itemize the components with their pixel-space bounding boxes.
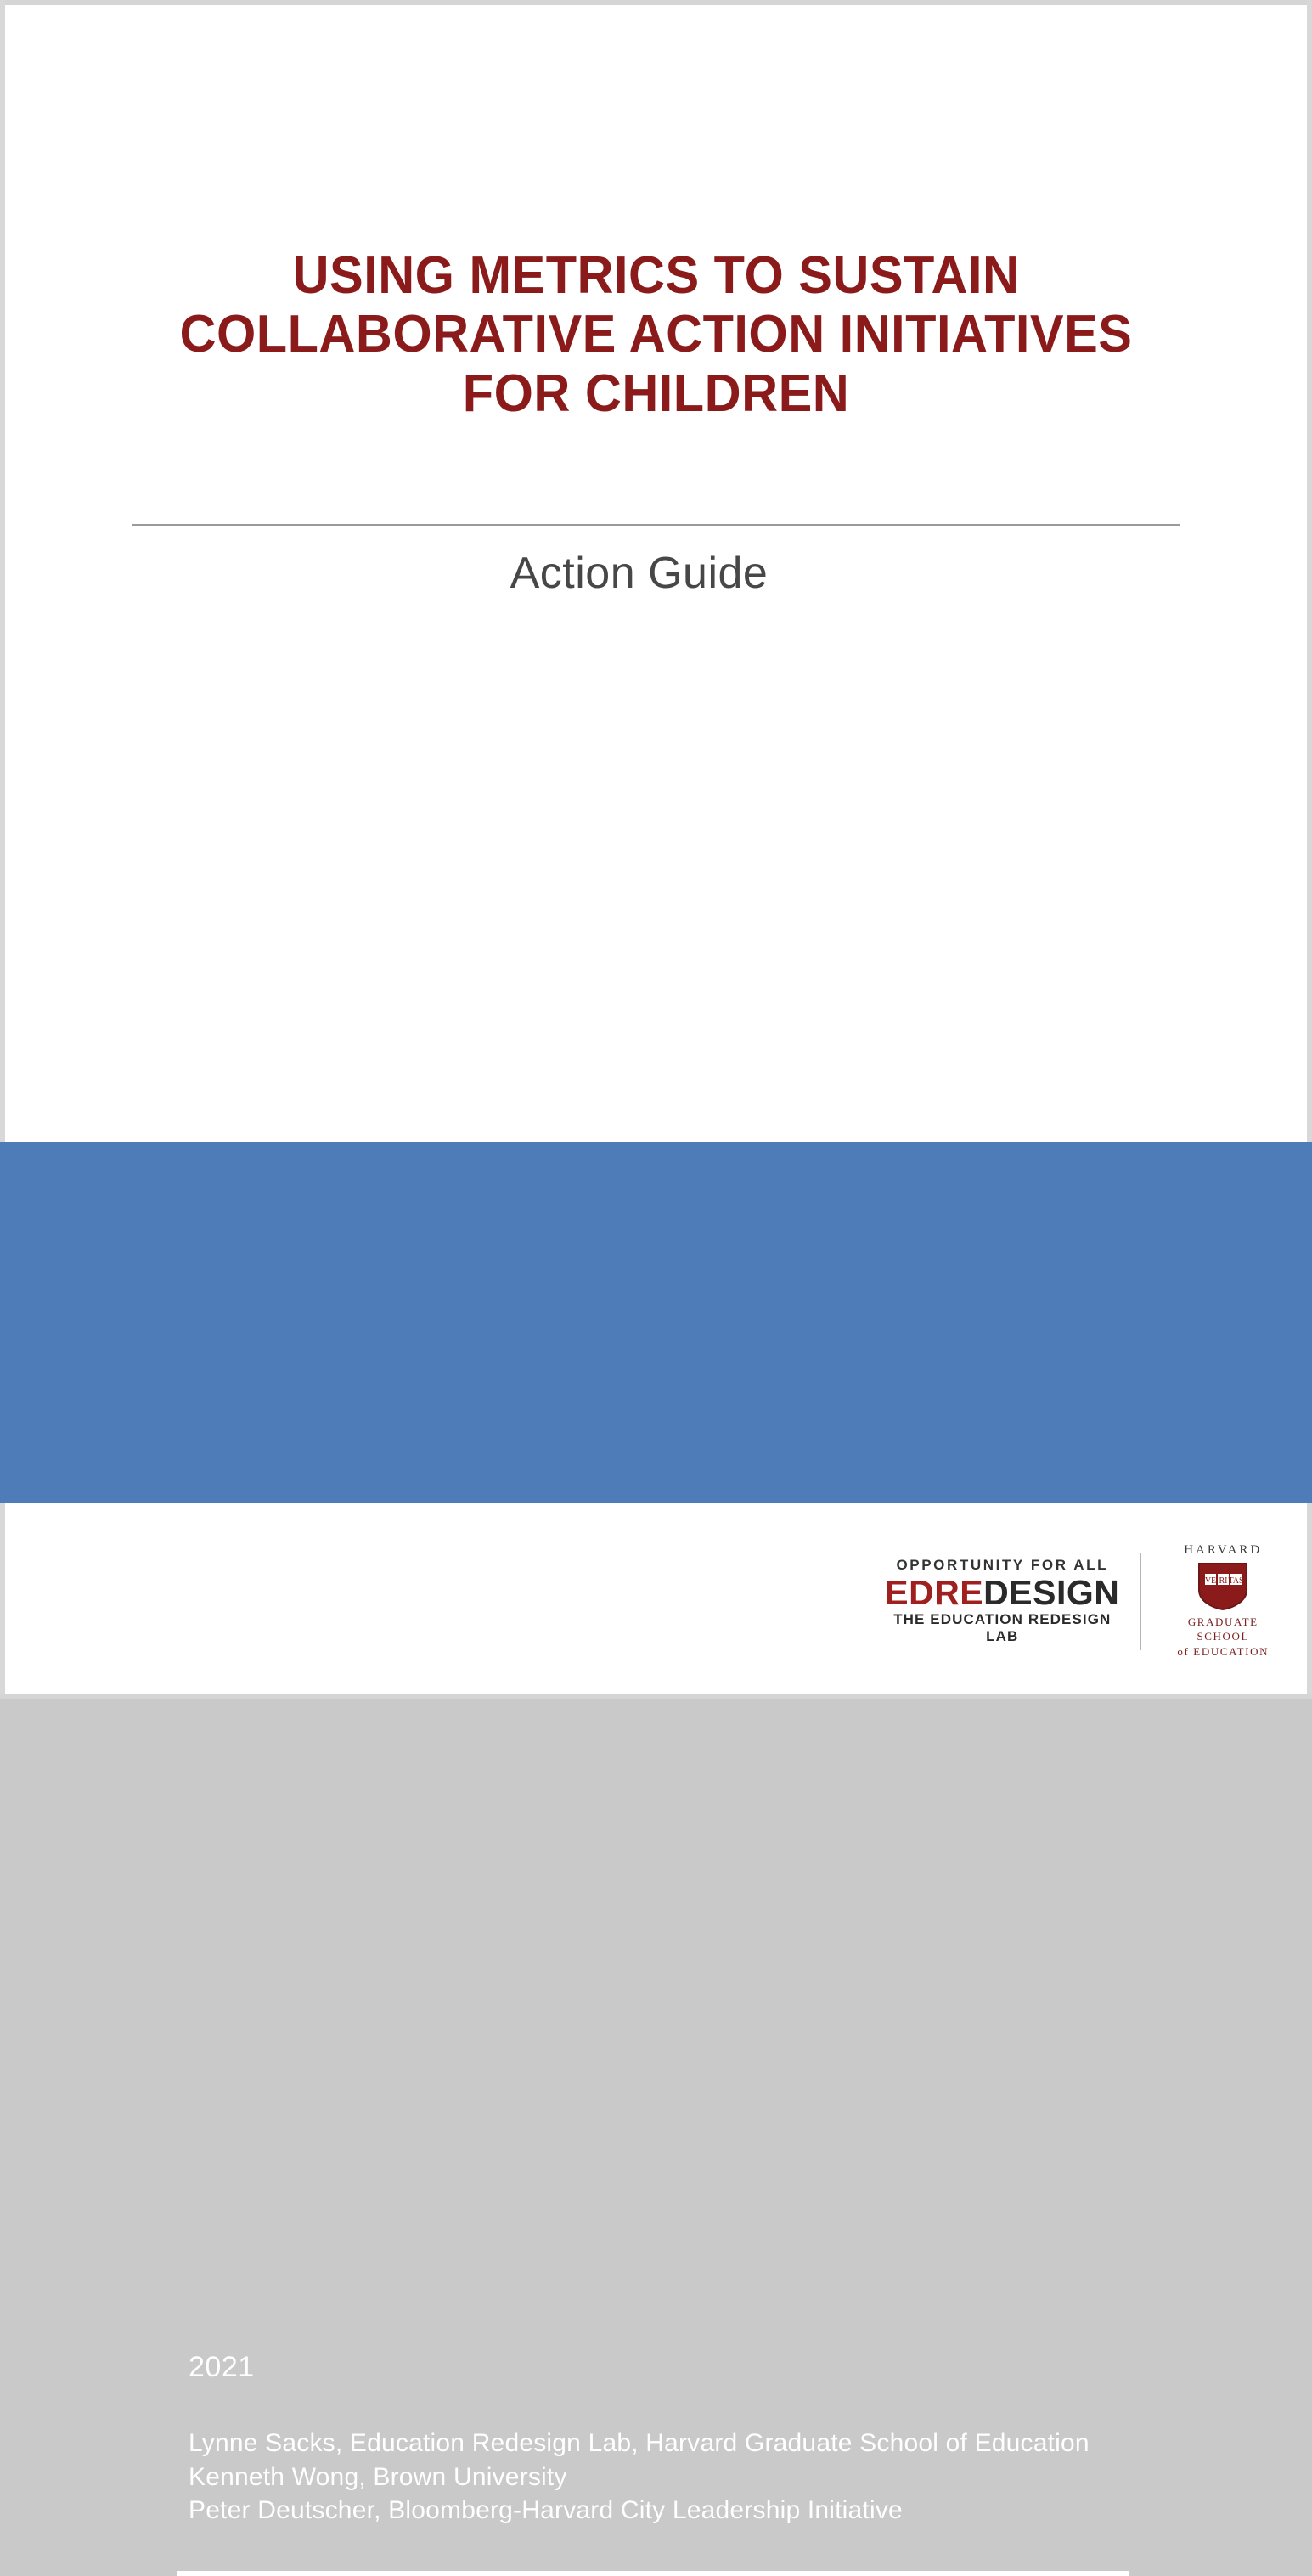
svg-text:VE: VE — [1205, 1575, 1217, 1586]
page-edge-bottom — [0, 1694, 1312, 1699]
title-divider — [132, 524, 1180, 526]
author-line: Lynne Sacks, Education Redesign Lab, Harvard Graduate School of Education — [189, 2429, 1090, 2457]
harvard-school-line2: of EDUCATION — [1177, 1644, 1270, 1658]
edredesign-logo — [883, 1557, 1140, 1645]
title-block — [132, 246, 1180, 423]
page-subtitle: Action Guide — [510, 549, 769, 598]
author-line: Peter Deutscher, Bloomberg-Harvard City Leadership Initiative — [189, 2496, 903, 2525]
publication-year: 2021 — [189, 2351, 255, 2383]
banner-divider — [177, 2571, 1129, 2576]
harvard-shield-wrap — [1163, 1562, 1282, 1611]
footer-logo-group — [883, 1542, 1282, 1660]
edredesign-wordmark-part2: DESIGN — [983, 1572, 1120, 1612]
edredesign-wordmark — [883, 1574, 1122, 1611]
page-title: USING METRICS TO SUSTAIN COLLABORATIVE ACTION INITIATIVES FOR CHILDREN — [179, 246, 1133, 423]
harvard-shield-icon — [1197, 1562, 1249, 1611]
svg-text:TAS: TAS — [1228, 1575, 1244, 1586]
harvard-school-line1: GRADUATE SCHOOL — [1187, 1615, 1259, 1643]
harvard-logo — [1141, 1543, 1282, 1660]
page-edge-top — [0, 0, 1312, 5]
edredesign-subtitle: THE EDUCATION REDESIGN LAB — [893, 1611, 1112, 1645]
author-line: Kenneth Wong, Brown University — [189, 2462, 567, 2491]
edredesign-wordmark-part1: EDRE — [885, 1572, 984, 1612]
harvard-wordmark: HARVARD — [1184, 1542, 1263, 1557]
svg-text:RI: RI — [1219, 1575, 1228, 1586]
author-list — [189, 2427, 1090, 2528]
edredesign-tagline: OPPORTUNITY FOR ALL — [896, 1556, 1109, 1573]
harvard-school-name — [1163, 1615, 1282, 1660]
